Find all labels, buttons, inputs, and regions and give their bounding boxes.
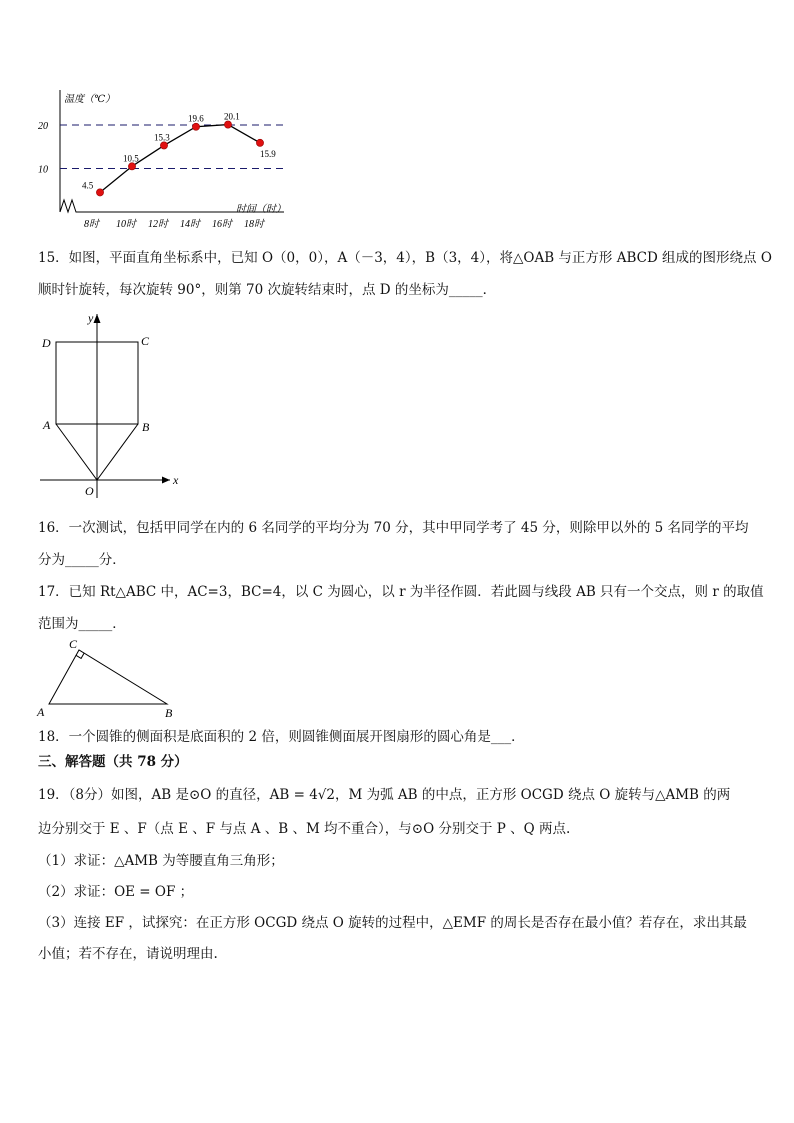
label-C: C: [141, 334, 150, 348]
data-label: 4.5: [82, 180, 94, 191]
data-point: [192, 123, 199, 130]
data-point: [256, 139, 263, 146]
label-A: A: [43, 418, 51, 432]
q19-sub3-line1: （3）连接 EF ，试探究：在正方形 OCGD 绕点 O 旋转的过程中，△EMF 的周长是否存在最小值？若存在，求出其最: [38, 915, 747, 931]
data-label: 10.5: [123, 153, 139, 164]
label-y: y: [88, 311, 94, 325]
q17-line1: 17．已知 Rt△ABC 中，AC=3，BC=4，以 C 为圆心，以 r 为半径作圆．若此圆与线段 AB 只有一个交点，则 r 的取值: [38, 584, 764, 600]
q19-sub3-line2: 小值；若不存在，请说明理由.: [38, 946, 218, 962]
y-tick-label: 10: [38, 164, 48, 176]
q19-sub2: （2）求证：OE = OF ；: [38, 884, 194, 900]
x-tick-label: 12时: [148, 219, 168, 230]
chart-axes: [60, 90, 284, 212]
x-axis-label: 时间（时）: [236, 204, 286, 215]
data-point: [160, 142, 167, 149]
label-D: D: [42, 336, 51, 350]
x-axis-arrow: [162, 477, 170, 484]
label-x: x: [173, 473, 179, 487]
y-tick-label: 20: [38, 121, 48, 132]
triangle-figure: [30, 632, 190, 722]
q16-line1: 16．一次测试，包括甲同学在内的 6 名同学的平均分为 70 分，其中甲同学考了 45 分，则除甲以外的 5 名同学的平均: [38, 520, 749, 536]
q17-line2: 范围为_____．: [38, 616, 126, 632]
x-tick-label: 10时: [116, 219, 136, 230]
temperature-chart: [28, 86, 298, 236]
q19-line1: 19．（8分）如图，AB 是⊙O 的直径，AB = 4√2，M 为弧 AB 的中点，正方形 OCGD 绕点 O 旋转与△AMB 的两: [38, 787, 731, 803]
data-point: [96, 189, 103, 196]
x-tick-label: 8时: [84, 219, 99, 230]
axis-break-mark: [60, 200, 78, 212]
label-O: O: [85, 484, 94, 498]
data-label: 15.3: [154, 132, 170, 143]
data-label: 20.1: [224, 111, 240, 122]
q19-sub1: （1）求证：△AMB 为等腰直角三角形；: [38, 853, 284, 869]
q19-line2: 边分别交于 E 、F（点 E 、F 与点 A 、B 、M 均不重合），与⊙O 分别交于 P 、Q 两点.: [38, 821, 571, 837]
y-axis-label: 温度（℃）: [64, 94, 116, 105]
x-tick-label: 16时: [212, 219, 232, 230]
data-point: [224, 121, 231, 128]
label-A: A: [37, 705, 45, 719]
q15-line2: 顺时针旋转，每次旋转 90°，则第 70 次旋转结束时，点 D 的坐标为_____．: [38, 282, 497, 298]
coordinate-figure: [30, 308, 200, 503]
data-label: 15.9: [260, 148, 276, 159]
label-C: C: [69, 637, 78, 651]
y-axis-arrow: [94, 314, 101, 323]
label-B: B: [142, 420, 150, 434]
label-B: B: [165, 706, 173, 720]
section-heading: 三、解答题（共 78 分）: [38, 754, 188, 770]
x-tick-label: 14时: [180, 219, 200, 230]
triangle-abc: [49, 650, 167, 704]
data-label: 19.6: [188, 113, 204, 124]
x-tick-label: 18时: [244, 219, 264, 230]
q18: 18．一个圆锥的侧面积是底面积的 2 倍，则圆锥侧面展开图扇形的圆心角是___．: [38, 729, 525, 745]
q15-line1: 15．如图，平面直角坐标系中，已知 O（0，0），A（－3，4），B（3，4），将△OAB 与正方形 ABCD 组成的图形绕点 O: [38, 250, 772, 266]
q16-line2: 分为_____分．: [38, 552, 126, 568]
data-point: [128, 163, 135, 170]
